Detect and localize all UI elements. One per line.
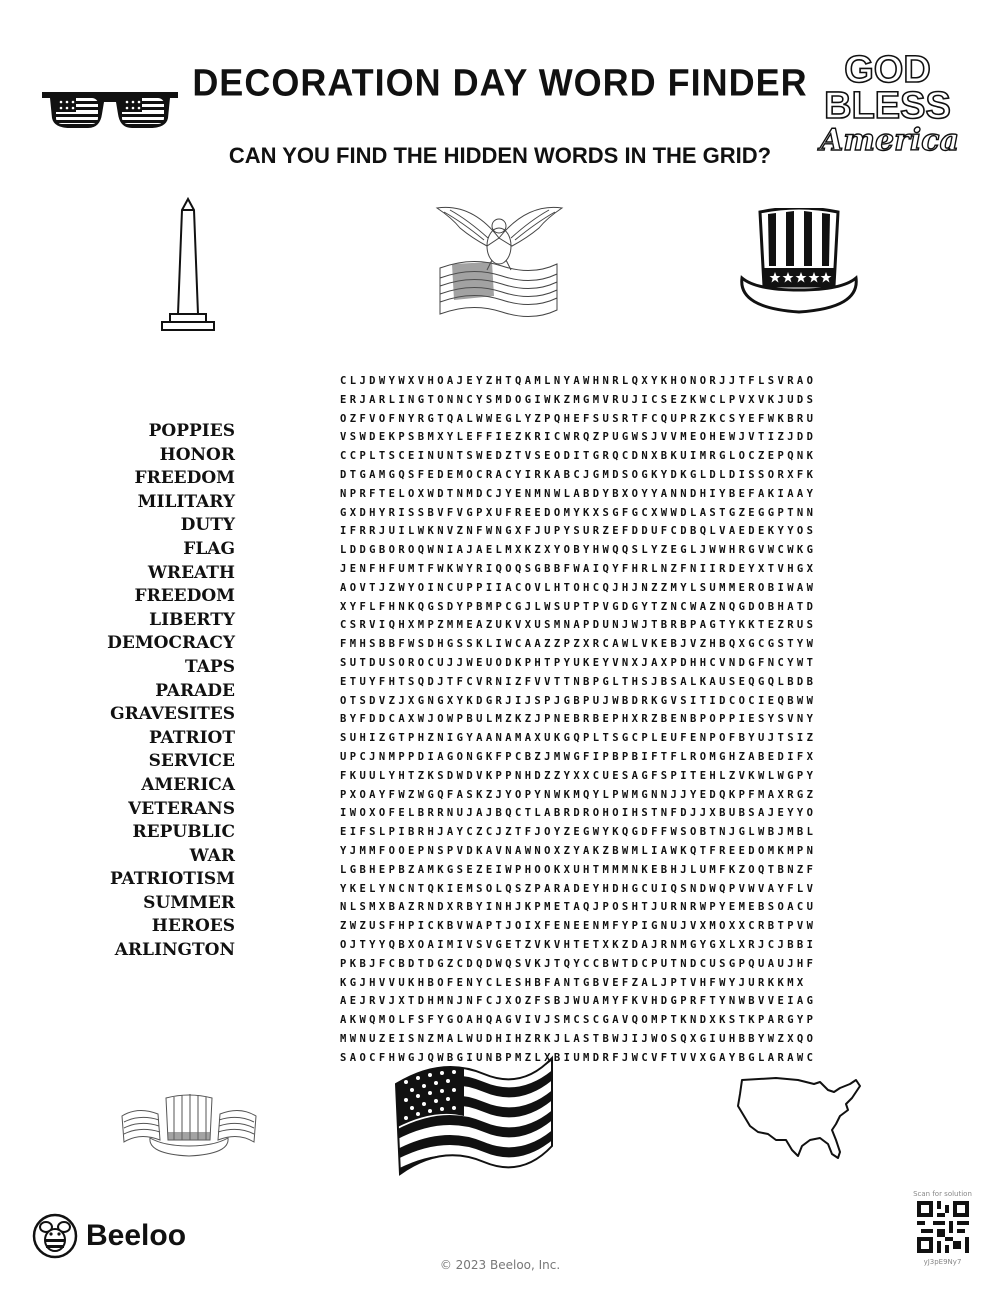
grid-row: ZWZUSFHPICKBVWAPTJOIXFENEENMFYPIGNUJVXMOXXCRBTPVW [340, 920, 817, 933]
word-list-item: VETERANS [128, 798, 235, 819]
word-list-item: ARLINGTON [114, 940, 235, 961]
grid-row: FKUULYHTZKSDWDVKPPNHDZZYXXCUESAGFSPITEHLZVKWLWGPY [340, 769, 817, 782]
page-subtitle: CAN YOU FIND THE HIDDEN WORDS IN THE GRID? [228, 143, 772, 168]
grid-row: SAOCFHWGJQWBGIUNBPMZLXBIUMDRFJWCVFTVVXGAYBGLARAWC [340, 1051, 817, 1064]
word-search-grid [340, 372, 970, 1067]
grid-row: PXOAYFWZWGQFASKZJYOPYNWKMQYLPWMGNNJJYEDQKPFMAXRGZ [340, 788, 817, 801]
grid-row: AEJRVJXTDHMNJNFCJXOZFSBJWUAMYFKVHDGPRFTYNWBVVEIAG [340, 995, 817, 1008]
word-list-item: PARADE [155, 680, 235, 701]
grid-row: PKBJFCBDTDGZCDQDWQSVKJTQYCCBWTDCPUTNDCUSGPQUAUJHF [340, 957, 817, 970]
copyright-text: © 2023 Beeloo, Inc. [439, 1258, 561, 1272]
qr-code-icon[interactable] [917, 1201, 969, 1253]
grid-row: OTSDVZJXGNGXYKDGRJIJSPJGBPUJWBDRKGVSITIDCOCIEQBWW [340, 694, 817, 707]
word-list-item: PATRIOT [149, 727, 235, 748]
grid-row: CLJDWYWXVHOAJEYZHTQAMLNYAWHNRLQXYKHONORJJTFLSVRAO [340, 375, 817, 387]
grid-row: SUTDUSOROCUJJWEUODKPHTPYUKEYVNXJAXPDHHCVNDGFNCYWT [340, 656, 817, 669]
word-list-item: GRAVESITES [110, 704, 235, 725]
word-list-item: DUTY [180, 515, 235, 536]
grid-row: LGBHEPBZAMKGSEZEIWPHOOKXUHTMMMNKEBHJLUMFKZOQTBNZF [340, 863, 817, 876]
qr-code-id: yJ3pE9Ny7 [923, 1258, 962, 1266]
grid-row: YJMMFOOEPNSPVDKAVNAWNOXZYAKZBWMLIAWKQTFREEDOMKMPN [340, 844, 817, 857]
word-list-item: LIBERTY [149, 609, 235, 630]
grid-row: DTGAMGQSFEDEMOCRACYIRKABCJGMDSOGKYDKGLDLDISSORXFK [340, 468, 817, 481]
grid-row: AOVTJZWYOINCUPPIIACOVLHTOHCQJHJNZZMYLSUMMEROBIWAW [340, 581, 817, 594]
bee-icon [32, 1213, 78, 1259]
grid-row: YKELYNCNTQKIEMSOLQSZPARADEYHDHGCUIQSNDWQPVWVAYFLV [340, 882, 817, 895]
grid-row: AKWQMOLFSFYGOAHQAGVIVJSMCSCGAVQOMPTKNDXKSTKPARGYP [340, 1014, 817, 1027]
grid-row: NPRFTELOXWDTNMDCJYENMNWLABDYBXOYYANNDHIYBEFAKIAAY [340, 487, 817, 500]
usa-map-icon [736, 1070, 866, 1170]
grid-row: EIFSLPIBRHJAYCZCJZTFJOYZEGWYKQGDFFWSOBTNJGLWBJMBL [340, 826, 817, 839]
word-list-item: FREEDOM [134, 468, 235, 489]
word-list [40, 420, 235, 963]
word-list-item: HONOR [159, 444, 235, 465]
grid-row: FMHSBBFWSDHGSSKLIWCAAZZPZXRCAWLVKEBJVZHBQXGCGSTYW [340, 638, 817, 651]
grid-row: CCPLTSCEINUNTSWEDZTVSEODITGRQCDNXBKUIMRGLOCZEPQNK [340, 450, 817, 463]
grid-row: IFRRJUILWKNVZNFWNGXFJUPYSURZEFDDUFCDBQLVAEDEKYYOS [340, 525, 817, 538]
grid-row: ERJARLINGTONNCYSMDOGIWKZMGMVRUJICSEZKWCLPVXVKJUDS [340, 393, 817, 406]
god-bless-america-logo [820, 49, 960, 158]
grid-row: JENFHFUMTFWKWYRIQOQSGBBFWAIQYFHRLNZFNIIRDEYXTVHGX [340, 562, 817, 575]
eagle-flag-icon [432, 198, 567, 328]
word-list-item: POPPIES [148, 421, 235, 441]
grid-row: ETUYFHTSQDJTFCVRNIZFVVTTNBPGLTHSJBSALKAUSEQGQLBDB [340, 675, 817, 688]
word-list-item: SUMMER [143, 892, 235, 913]
word-list-item: SERVICE [148, 751, 235, 772]
grid-row: IWOXOFELBRRNUJAJBQCTLABRDROHOIHSTNFDJJXBUBSAJEYYO [340, 807, 817, 820]
hat-with-flags-icon [118, 1090, 260, 1160]
grid-row: GXDHYRISSBVFVGPXUFREEDOMYKXSGFGCXWWDLASTGZEGGPTNN [340, 506, 817, 519]
grid-row: NLSMXBAZRNDXRBYINHJKPMETAQJPOSHTJURNRWPYEMEBSOACU [340, 901, 817, 914]
word-list-item: MILITARY [137, 491, 235, 512]
word-list-item: PATRIOTISM [109, 869, 235, 890]
badge-line-1: GOD [844, 49, 931, 91]
word-list-item: AMERICA [141, 774, 235, 795]
brand-name: Beeloo [86, 1219, 187, 1252]
word-list-item: FREEDOM [134, 586, 235, 607]
grid-row: OJTYYQBXOAIMIVSVGETZVKVHTETXKZDAJRNMGYGXLXRJCJBBI [340, 938, 817, 951]
word-list-item: HEROES [151, 916, 235, 937]
grid-row: MWNUZEISNZMALWUDHIHZRKJLASTBWJIJWOSQXGIUHBBYWZXQO [340, 1032, 817, 1045]
word-list-item: DEMOCRACY [107, 633, 235, 654]
sunglasses-icon [40, 84, 180, 134]
word-list-item: REPUBLIC [132, 822, 235, 843]
grid-row: UPCJNMPPDIAGONGKFPCBZJMWGFIPBPBIFTFLROMGHZABEDIFX [340, 750, 817, 763]
american-flag-icon [392, 1050, 557, 1182]
grid-row: CSRVIQHXMPZMMEAZUKVXUSMNAPDUNJWJTBRBPAGTYKKTEZRUS [340, 619, 817, 632]
word-list-item: TAPS [185, 656, 235, 677]
badge-line-3: America [820, 123, 960, 158]
grid-row: SUHIZGTPHZNIGYAANAMAXUKGQPLTSGCPLEUFENPOFBYUJTSIZ [340, 732, 817, 745]
grid-row: LDDGBOROQWNIAJAELMXKZXYOBYHWQQSLYZEGLJWWHRGVWCWKG [340, 544, 817, 557]
grid-row: KGJHVVUKHBOFENYCLESHBFANTGBVEFZALJPTVHFWYJURKKMX [340, 976, 807, 989]
monument-icon [158, 196, 218, 336]
grid-row: BYFDDCAXWJOWPBULMZKZJPNEBRBEPHXRZBENBPOPPIESYSVNY [340, 713, 817, 726]
top-hat-icon [738, 208, 860, 318]
beeloo-logo[interactable] [32, 1213, 186, 1259]
grid-row: XYFLFHNKQGSDYPBMPCGJLWSUPTPVGDGYTZNCWAZNQGDOBHATD [340, 600, 817, 613]
badge-line-2: BLESS [824, 85, 951, 127]
grid-row: VSWDEKPSBMXYLEFFIEZKRICWRQZPUGWSJVVMEOHEWJVTIZJDD [340, 431, 817, 444]
word-list-item: WAR [189, 845, 235, 866]
word-list-item: FLAG [183, 538, 235, 559]
word-list-item: WREATH [147, 562, 235, 583]
qr-caption: Scan for solution [913, 1190, 972, 1198]
page-title: DECORATION DAY WORD FINDER [192, 60, 808, 104]
grid-row: OZFVOFNYRGTQALWWEGLYZPQHEFSUSRTFCQUPRZKCSYEFWKBRU [340, 412, 817, 425]
